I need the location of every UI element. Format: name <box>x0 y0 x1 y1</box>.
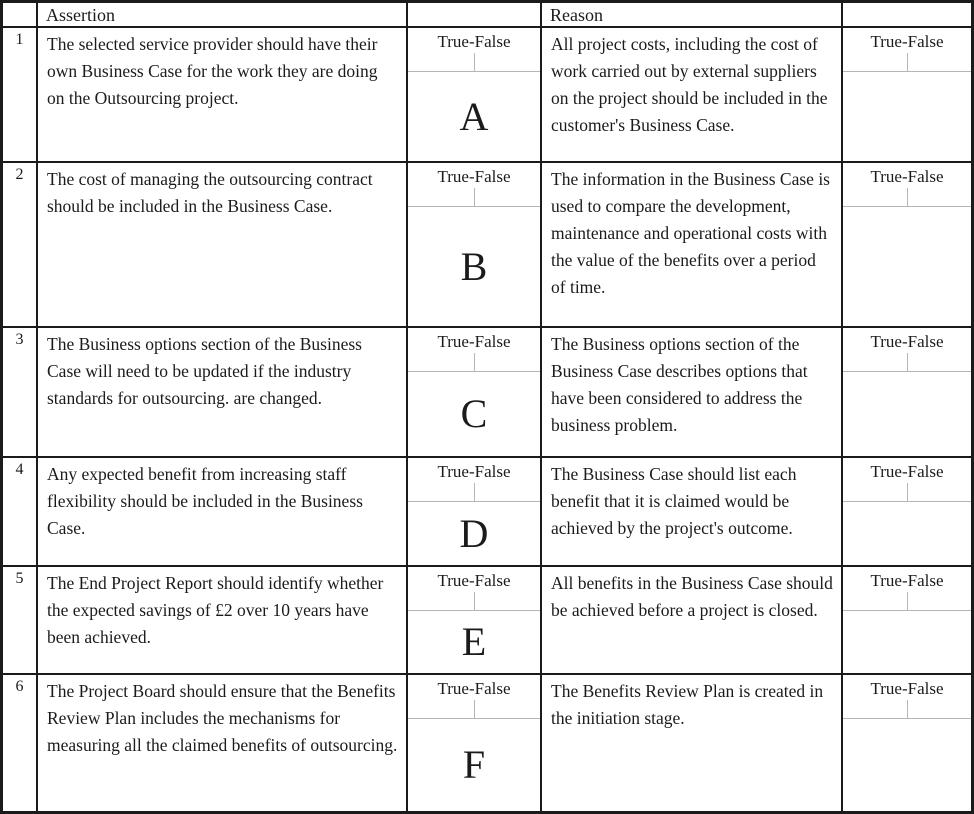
true-answer-box[interactable] <box>408 188 475 206</box>
true-false-answer-boxes <box>843 483 971 502</box>
reason-true-false-cell <box>843 567 971 675</box>
false-answer-box[interactable] <box>908 592 972 610</box>
false-answer-box[interactable] <box>908 188 972 206</box>
true-false-answer-boxes <box>843 188 971 207</box>
assertion-true-false-cell <box>408 675 542 811</box>
reason-true-false-cell <box>843 328 971 458</box>
assertion-true-false-cell <box>408 458 542 567</box>
true-false-answer-boxes <box>843 53 971 72</box>
option-letter: C <box>460 391 488 436</box>
row-number: 6 <box>3 675 38 811</box>
reason-text: The Business options section of the Business Case describes options that have been considered to address the business problem. <box>542 328 843 458</box>
true-false-answer-boxes <box>408 483 540 502</box>
reason-tf-column-header <box>843 3 971 28</box>
reason-column-header: Reason <box>542 3 843 28</box>
true-false-answer-boxes <box>843 700 971 719</box>
reason-true-false-cell <box>843 163 971 328</box>
true-false-label: True-False <box>437 679 511 698</box>
reason-text: All project costs, including the cost of work carried out by external suppliers on the project should be included in the customer's Business Case. <box>542 28 843 163</box>
assertion-text: The End Project Report should identify whether the expected savings of £2 over 10 years have been achieved. <box>38 567 408 675</box>
reason-text: The information in the Business Case is used to compare the development, maintenance and operational costs with the value of the benefits over a period of time. <box>542 163 843 328</box>
option-letter: D <box>459 510 489 556</box>
false-answer-box[interactable] <box>908 53 972 71</box>
true-false-label: True-False <box>870 332 944 351</box>
false-answer-box[interactable] <box>475 483 541 501</box>
reason-true-false-cell <box>843 458 971 567</box>
reason-text: The Benefits Review Plan is created in the initiation stage. <box>542 675 843 811</box>
number-column-header <box>3 3 38 28</box>
false-answer-box[interactable] <box>475 592 541 610</box>
true-false-label: True-False <box>870 32 944 51</box>
reason-true-false-cell <box>843 675 971 811</box>
true-answer-box[interactable] <box>408 53 475 71</box>
true-answer-box[interactable] <box>408 592 475 610</box>
true-false-label: True-False <box>437 571 511 590</box>
assertion-text: The Project Board should ensure that the Benefits Review Plan includes the mechanisms for measuring all the claimed benefits of outsourcing. <box>38 675 408 811</box>
assertion-text: Any expected benefit from increasing staff flexibility should be included in the Business Case. <box>38 458 408 567</box>
true-false-answer-boxes <box>408 592 540 611</box>
false-answer-box[interactable] <box>475 188 541 206</box>
option-letter: E <box>461 619 487 664</box>
row-number: 4 <box>3 458 38 567</box>
true-false-label: True-False <box>870 571 944 590</box>
true-false-label: True-False <box>437 462 511 481</box>
assertion-true-false-cell <box>408 28 542 163</box>
true-false-label: True-False <box>870 679 944 698</box>
true-false-answer-boxes <box>843 592 971 611</box>
assertion-text: The Business options section of the Business Case will need to be updated if the industry standards for outsourcing. are changed. <box>38 328 408 458</box>
true-false-label: True-False <box>437 167 511 186</box>
true-answer-box[interactable] <box>843 188 908 206</box>
true-false-answer-boxes <box>408 353 540 372</box>
row-number: 5 <box>3 567 38 675</box>
assertion-true-false-cell <box>408 328 542 458</box>
assertion-column-header: Assertion <box>38 3 408 28</box>
reason-true-false-cell <box>843 28 971 163</box>
option-letter: B <box>460 243 488 289</box>
true-answer-box[interactable] <box>408 353 475 371</box>
assertion-text: The selected service provider should have their own Business Case for the work they are doing on the Outsourcing project. <box>38 28 408 163</box>
option-letter: F <box>462 742 486 787</box>
row-number: 3 <box>3 328 38 458</box>
true-answer-box[interactable] <box>843 700 908 718</box>
true-answer-box[interactable] <box>843 53 908 71</box>
true-answer-box[interactable] <box>408 483 475 501</box>
reason-text: The Business Case should list each benefit that it is claimed would be achieved by the project's outcome. <box>542 458 843 567</box>
true-false-label: True-False <box>437 332 511 351</box>
option-letter: A <box>459 93 489 139</box>
false-answer-box[interactable] <box>475 53 541 71</box>
false-answer-box[interactable] <box>908 353 972 371</box>
true-false-answer-boxes <box>408 53 540 72</box>
false-answer-box[interactable] <box>908 700 972 718</box>
row-number: 2 <box>3 163 38 328</box>
true-false-answer-boxes <box>843 353 971 372</box>
assertion-true-false-cell <box>408 163 542 328</box>
assertion-true-false-cell <box>408 567 542 675</box>
true-false-label: True-False <box>870 462 944 481</box>
true-false-answer-boxes <box>408 188 540 207</box>
true-answer-box[interactable] <box>843 353 908 371</box>
true-false-label: True-False <box>437 32 511 51</box>
false-answer-box[interactable] <box>908 483 972 501</box>
assertion-text: The cost of managing the outsourcing contract should be included in the Business Case. <box>38 163 408 328</box>
true-answer-box[interactable] <box>843 483 908 501</box>
reason-text: All benefits in the Business Case should be achieved before a project is closed. <box>542 567 843 675</box>
row-number: 1 <box>3 28 38 163</box>
true-false-answer-boxes <box>408 700 540 719</box>
true-false-label: True-False <box>870 167 944 186</box>
false-answer-box[interactable] <box>475 700 541 718</box>
assertion-tf-column-header <box>408 3 542 28</box>
true-answer-box[interactable] <box>408 700 475 718</box>
true-answer-box[interactable] <box>843 592 908 610</box>
false-answer-box[interactable] <box>475 353 541 371</box>
